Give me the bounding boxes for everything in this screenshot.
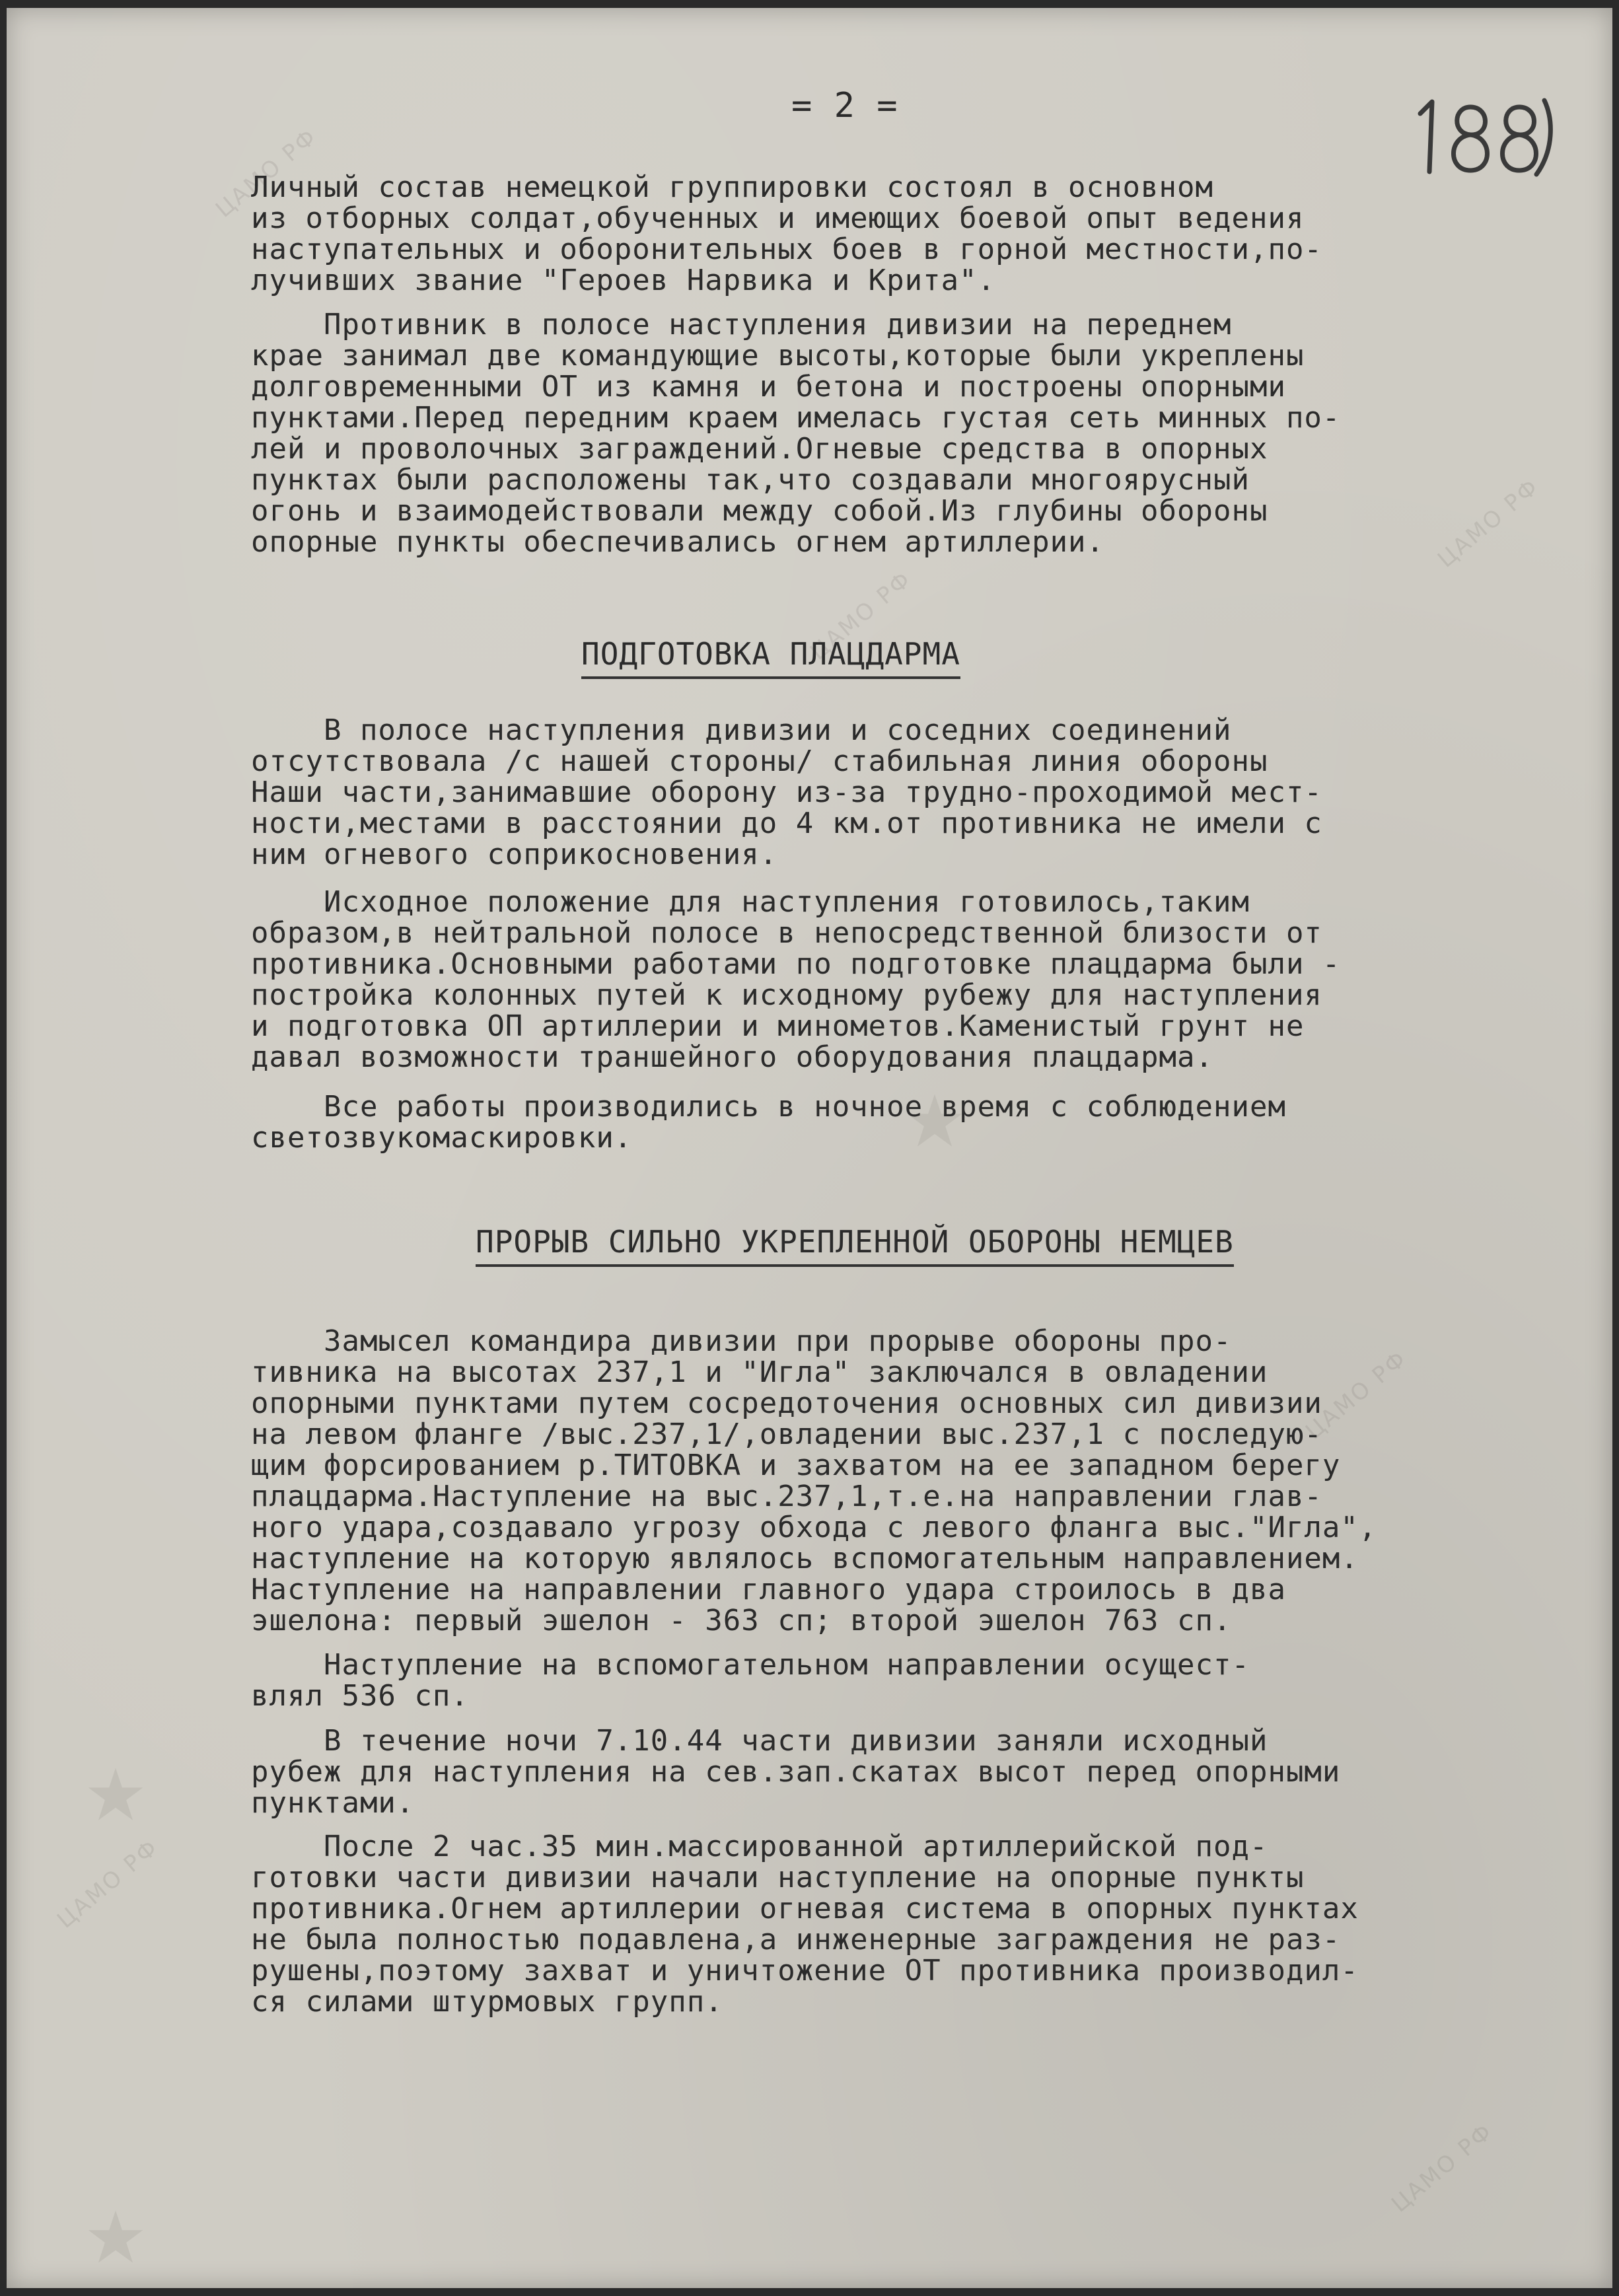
watermark-star-icon — [86, 2207, 145, 2267]
heading-breakthrough: ПРОРЫВ СИЛЬНО УКРЕПЛЕННОЙ ОБОРОНЫ НЕМЦЕВ — [476, 1223, 1234, 1267]
paragraph-personnel: Личный состав немецкой группировки состоял в основном из отборных солдат,обученных и имеющих боевой опыт ведения наступательных и оборонительных боев в горной местности,по- лучивших звание "Героев Нарвика и Крита". — [251, 170, 1322, 297]
paragraph-artillery-assault: После 2 час.35 мин.массированной артиллерийской под- готовки части дивизии начали наступление на опорные пункты противника.Огнем артиллерии огневая система в опорных пунктах не была полностью подавлена,а инженерные заграждения не раз- рушены,поэтому захват и уничтожение ОТ противника производил- ся силами штурмовых групп. — [251, 1830, 1359, 2019]
paragraph-no-front-line: В полосе наступления дивизии и соседних соединений отсутствовала /с нашей стороны/ стабильная линия обороны Наши части,занимавшие оборону из-за трудно-проходимой мест- ности,местами в расстоянии до 4 км.от противника не имели с ним огневого соприкосновения. — [251, 713, 1322, 871]
watermark: ЦАМО РФ — [805, 565, 917, 666]
page-number: = 2 = — [791, 86, 898, 126]
paragraph-night-work: Все работы производились в ночное время с соблюдением светозвукомаскировки. — [251, 1090, 1286, 1155]
heading-bridgehead-preparation: ПОДГОТОВКА ПЛАЦДАРМА — [581, 635, 960, 679]
document-page — [7, 8, 1612, 2288]
paragraph-starting-position: Исходное положение для наступления готовилось,таким образом,в нейтральной полосе в непосредственной близости от противника.Основными работами по подготовке плацдарма были - постройка колонных путей к исходному рубежу для наступления и подготовка ОП артиллерии и минометов.Каменистый грунт не давал возможности траншейного оборудования плацдарма. — [251, 885, 1341, 1074]
paragraph-auxiliary-direction: Наступление на вспомогательном направлении осущест- влял 536 сп. — [251, 1648, 1250, 1713]
watermark: ЦАМО РФ — [52, 1834, 164, 1934]
paragraph-enemy-defense: Противник в полосе наступления дивизии на переднем крае занимал две командующие высоты,которые были укреплены долговременными ОТ из камня и бетона и построены опорными пунктами.Перед передним краем имелась густая сеть минных по- лей и проволочных заграждений.Огневые средства в опорных пунктах были расположены так,что создавали многоярусный огонь и взаимодействовали между собой.Из глубины обороны опорные пункты обеспечивались огнем артиллерии. — [251, 308, 1341, 559]
watermark-star-icon — [86, 1765, 145, 1824]
paragraph-division-plan: Замысел командира дивизии при прорыве обороны про- тивника на высотах 237,1 и "Игла" заключался в овладении опорными пунктами путем сосредоточения основных сил дивизии на левом фланге /выс.237,1/,овладении выс.237,1 с последую- щим форсированием р.ТИТОВКА и захватом на ее западном берегу плацдарма.Наступление на выс.237,1,т.е.на направлении глав- ного удара,создавало угрозу обхода с левого фланга выс."Игла", наступление на которую являлось вспомогательным направлением. Наступление на направлении главного удара строилось в два эшелона: первый эшелон - 363 сп; второй эшелон 763 сп. — [251, 1324, 1377, 1637]
paragraph-night-occupation: В течение ночи 7.10.44 части дивизии заняли исходный рубеж для наступления на сев.зап.скатах высот перед опорными пунктами. — [251, 1724, 1341, 1820]
watermark: ЦАМО РФ — [1386, 2118, 1499, 2218]
watermark: ЦАМО РФ — [1433, 473, 1545, 573]
watermark: ЦАМО РФ — [1301, 1345, 1413, 1445]
watermark: ЦАМО РФ — [211, 123, 323, 223]
handwritten-page-number — [1407, 87, 1565, 180]
